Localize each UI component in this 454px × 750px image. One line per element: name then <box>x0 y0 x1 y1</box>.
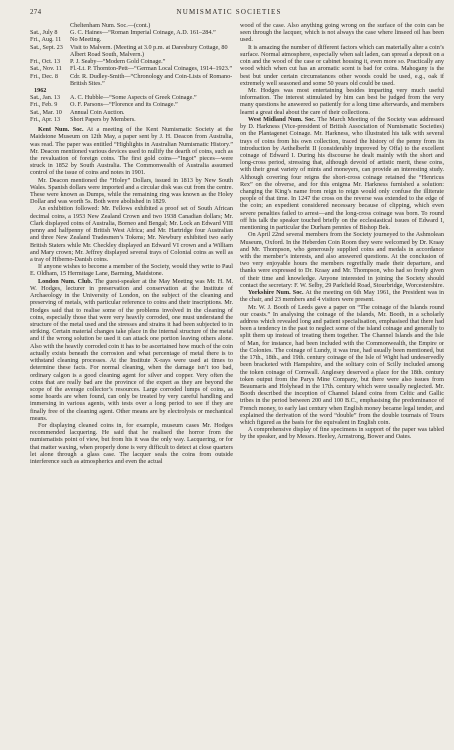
schedule-entry: Visit to Malvern. (Meeting at 3.0 p.m. at Daresbury Cottage, 80 Albert Road South, Malvern.) <box>70 43 228 58</box>
schedule-entry: Cheltenham Num. Soc.—(cont.) <box>70 22 151 29</box>
schedule-row <box>30 101 233 108</box>
schedule-row <box>30 94 233 101</box>
schedule-date: Fri., Oct. 13 <box>30 58 61 66</box>
schedule-row <box>30 44 233 58</box>
schedule-entry: No Meeting. <box>70 36 102 44</box>
left-column-text <box>30 126 233 465</box>
paragraph <box>240 44 444 87</box>
meeting-schedule <box>30 22 233 123</box>
schedule-row <box>30 87 233 94</box>
paragraph-text: The March Meeting of the Society was addressed by D. Harkness (Vice-president of British Association of Numismatic Societies) on the Plantagenet Coinage. Mr. Harkness, who illustrated his talk with several trays of coins from his own collection, traced the history of the penny from its introduction by Aethelberht II (considerably improved by Offa) to the excellent coinage of Edward I. During his discourse he dealt mainly with the short and long-cross period, stressing that, although devoid of artistic merit, these coins, with their great variety of mints and moneyers, can provide an interesting study. Although covering four reigns the short-cross coinage retained the “Henricus Rex” on the obverse, and for this enigma Mr. Harkness furnished a solution: changing the King’s name from reign to reign would only confuse the illiterate people of that time. In 1247 the cross on the reverse was extended to the edge of the coin; an expedient considered necessary because of clipping, which even severe penalties failed to arrest—and the long-cross coinage was born. To round off his talk the speaker touched briefly on the ecclesiastical issues of Edward I, mentioning in particular the Durham pennies of Bishop Bek. <box>240 115 444 232</box>
page-number: 274 <box>30 8 42 16</box>
schedule-entry: Short Papers by Members. <box>70 115 136 123</box>
schedule-date: Fri., Feb. 9 <box>30 101 58 109</box>
schedule-date: Sat., Mar. 10 <box>30 108 62 116</box>
running-title: NUMISMATIC SOCIETIES <box>176 8 282 16</box>
paragraph <box>240 116 444 232</box>
paragraph-text: At the meeting on 6th May 1961, the President was in the chair, and 23 members and 4 visitors were present. <box>240 289 444 304</box>
paragraph <box>30 263 233 277</box>
paragraph-text: A comprehensive display of fine specimens in support of the paper was tabled by the speaker, and by Messrs. Heeley, Armstrong, Bower and Oates. <box>240 426 444 441</box>
schedule-entry: P. J. Seaby—“Modern Gold Coinage.” <box>70 58 166 66</box>
paragraph <box>30 422 233 465</box>
paragraph <box>240 426 444 440</box>
schedule-row <box>30 73 233 87</box>
paragraph-text: An exhibition followed: Mr. Fellows exhibited a proof set of South African decimal coins, a 1953 New Zealand Crown and two 1938 Canadian dollars; Mr. Clark displayed coins of Australia, Borneo and Bengal; Mr. Lock an Edward VIII penny and halfpenny of British West Africa; and Mr. Hartridge four Australian and three New Zealand Tradesmen’s Tokens; Mr. Newbury exhibited two early British Staters while Mr. Checkley displayed an Edward VI crown and a William and Mary crown; Mr. Jeffrey displayed several trays of Colonial coins as well as a tray of Hiberno-Danish coins. <box>30 205 233 263</box>
schedule-date: Sat., Jan. 13 <box>30 94 61 102</box>
paragraph-text: On April 22nd several members from the Society journeyed to the Ashmolean Museum, Oxford. In the Heberden Coin Room they were welcomed by Dr. Kraay and Mr. Thompson, who generously supplied coins and medals in accordance with the member’s interests, and also answered questions. At the conclusion of two very enjoyable hours the members regretfully made their departure, and thanks were expressed to Dr. Kraay and Mr. Thompson, who had so freely given of their time and knowledge. Anyone interested in joining the Society should contact the secretary: F. W. Selby, 29 Parkfield Road, Stourbridge, Worcestershire. <box>240 231 444 289</box>
schedule-row <box>30 58 233 65</box>
right-column <box>240 22 444 441</box>
society-heading: Yorkshire Num. Soc. <box>248 289 304 297</box>
schedule-row <box>30 65 233 72</box>
schedule-entry: G. C. Haines—“Roman Imperial Coinage, A.D. 161–284.” <box>70 29 216 37</box>
schedule-date: Fri., Aug. 11 <box>30 36 62 44</box>
schedule-row <box>30 109 233 116</box>
paragraph <box>240 304 444 427</box>
schedule-entry: Cdr. R. Dudley-Smith—“Chronology and Coin-Lists of Romano-British Sites.” <box>70 72 233 87</box>
paragraph-text: Mr. W. J. Booth of Leeds gave a paper on “The coinage of the Islands round our coasts.” In analysing the coinage of the islands, Mr. Booth, in a scholarly address which revealed long and patient specialisation, emphasised that there had been a tendency in the past to neglect some of the island coinage and generally to split them up instead of treating them together. The Channel Islands and the Isle of Man, for instance, had been included with the Commonwealth, the Empire or the Colonies. The coinage of Lundy, it was true, had usually been mentioned, but the 17th., 18th., and 19th. century coinage of the Isle of Wight had undeservedly been bracketed with Hampshire, and the solitary coin of Scilly included among the token coinage of Cornwall. Anglesey deserved a place for the 18th. century token output from the Parys Mine Company, but there were also issues from Beaumaris and Holyhead in the 17th. century which were usually neglected. Mr. Booth described the inception of Channel Island coins from Celtic and Gallic tribes in the period between 200 and 100 B.C., emphasising the predominance of French money, to early last century when English money became legal tender, and explained the derivation of the word “double” from the double tournais of Tours which figured as the basis for the equivalent in English coin. <box>240 303 444 427</box>
paragraph-text: For displaying cleaned coins in, for example, museum cases Mr. Hodges recommended lacquering. He said that he realised the horror from the numismatists point of view, but from his it was the only way. Lacquering, or for that matter waxing, when properly done is very difficult to detect at close quarters let alone through a glass case. The lacquer seals the coins from outside interference such as atmospherics and even the actual <box>30 422 233 466</box>
schedule-row <box>30 22 233 29</box>
paragraph-text: Mr. Hodges was most entertaining besides imparting very much useful information. The interest stimulated by him can best be judged from the very many questions he answered so patiently for a long time afterwards, and members learnt a great deal about the care of their collections. <box>240 86 444 116</box>
paragraph <box>30 205 233 263</box>
schedule-entry: Fl.-Lt. P. Thornton-Pett—“German Local Coinages, 1914–1923.” <box>70 65 233 73</box>
society-heading: Kent Num. Soc. <box>38 126 84 134</box>
paragraph <box>240 289 444 303</box>
schedule-date: Sat., Nov. 11 <box>30 65 62 73</box>
paragraph <box>240 231 444 289</box>
schedule-entry: Annual Coin Auction. <box>70 108 125 116</box>
schedule-row <box>30 29 233 36</box>
schedule-date: Sat., July 8 <box>30 29 58 37</box>
paragraph-text: At a meeting of the Kent Numismatic Society at the Maidstone Museum on 12th May, a paper sent by J. H. Deacon from Australia, was read. The paper was entitled “Highlights in Australian Numismatic History.” Mr. Deacon mentioned various devices used to nullify the dearth of coins, such as the revaluation of foreign coins. The first gold coins—“Ingot” pieces—were struck in 1852 by South Australia. The Commonwealth of Australia assumed control of the issue of coins and notes in 1901. <box>30 126 234 177</box>
schedule-entry: O. F. Parsons—“Florence and its Coinage.” <box>70 101 178 109</box>
schedule-date: Fri., Dec. 8 <box>30 72 59 80</box>
paragraph <box>30 177 233 206</box>
schedule-date <box>30 22 70 29</box>
schedule-entry: A. C. Hubble—“Some Aspects of Greek Coinage.” <box>70 94 197 102</box>
society-heading: West Midland Num. Soc. <box>248 115 316 123</box>
paragraph <box>30 278 233 422</box>
schedule-date: Sat., Sept. 23 <box>30 43 63 51</box>
page-header <box>30 8 428 20</box>
society-heading: London Num. Club. <box>38 277 93 285</box>
paragraph <box>240 87 444 116</box>
paragraph-text: It is amazing the number of different factors which can materially alter a coin’s surface. Normal atmosphere, especially when salt laden, can spread a deposit on a coin and the wood of the case or cabinet housing it, even more so. Practically any wood which when cut has an aromatic scent is bad for coins. Mahogany is the best but under certain circumstances other woods could be used, e.g., oak if extremely well seasoned and some 50 years old could be used. <box>240 43 444 87</box>
paragraph-text: If anyone wishes to become a member of the Society, would they write to Paul E. Oldham, 15 Hermitage Lane, Barming, Maidstone. <box>30 263 233 278</box>
paragraph-text: Mr. Deacon mentioned the “Holey” Dollars, issued in 1813 by New South Wales. Spanish dollars were imported and a circular disk was cut from the centre. These were known as Dumps, while the remaining ring was known as the Holey Dollar and was worth 5s. Both were abolished in 1829. <box>30 176 233 206</box>
schedule-date: Fri., Apr. 13 <box>30 115 61 123</box>
paragraph-text: wood of the case. Also anything going wrong on the surface of the coin can be seen through the lacquer, which is not always the case where linseed oil has been used. <box>240 22 444 44</box>
schedule-row <box>30 116 233 123</box>
paragraph <box>240 22 444 44</box>
left-column <box>30 22 233 465</box>
schedule-row <box>30 36 233 43</box>
paragraph-text: The guest-speaker at the May Meeting was Mr. H. M. W. Hodges, lecturer in preservation and conservation at the Institute of Archaeology in the University of London, on the subject of the cleaning and preserving of metals, with particular reference to coins and their inscriptions. Mr. Hodges said that to realise some of the problems involved in the cleaning of coins, especially those that were very heavily corroded, one must understand the structure of the metal used and the stresses and strains it had been subjected to in striking. Certain material changes take place in the internal structure of the metal and if the wrong solution be used it can attack one portion leaving others alone. Also with the heavily corroded coin it has to be ascertained how much of the coin actually exists beneath the corrosion and what percentage of metal there is to withstand cleaning processes. At the Institute X-rays were used at times to determine these facts. For normal cleaning, when the damage isn’t too bad, ordinary calgon is a good cleaning agent for silver and copper. Very often the coins that are really bad are the province of the expert as they are beyond the scope of the average collector’s resources. Large corroded lumps of coins, as some hoards are when found, can only be treated by very careful handling and immersing in various agents, with tests over a long period to see if they are finally free of the cleaning agent. Other means are by electrolysis or mechanical means. <box>30 277 234 422</box>
paragraph <box>30 126 233 177</box>
schedule-year: 1962 <box>34 86 47 94</box>
